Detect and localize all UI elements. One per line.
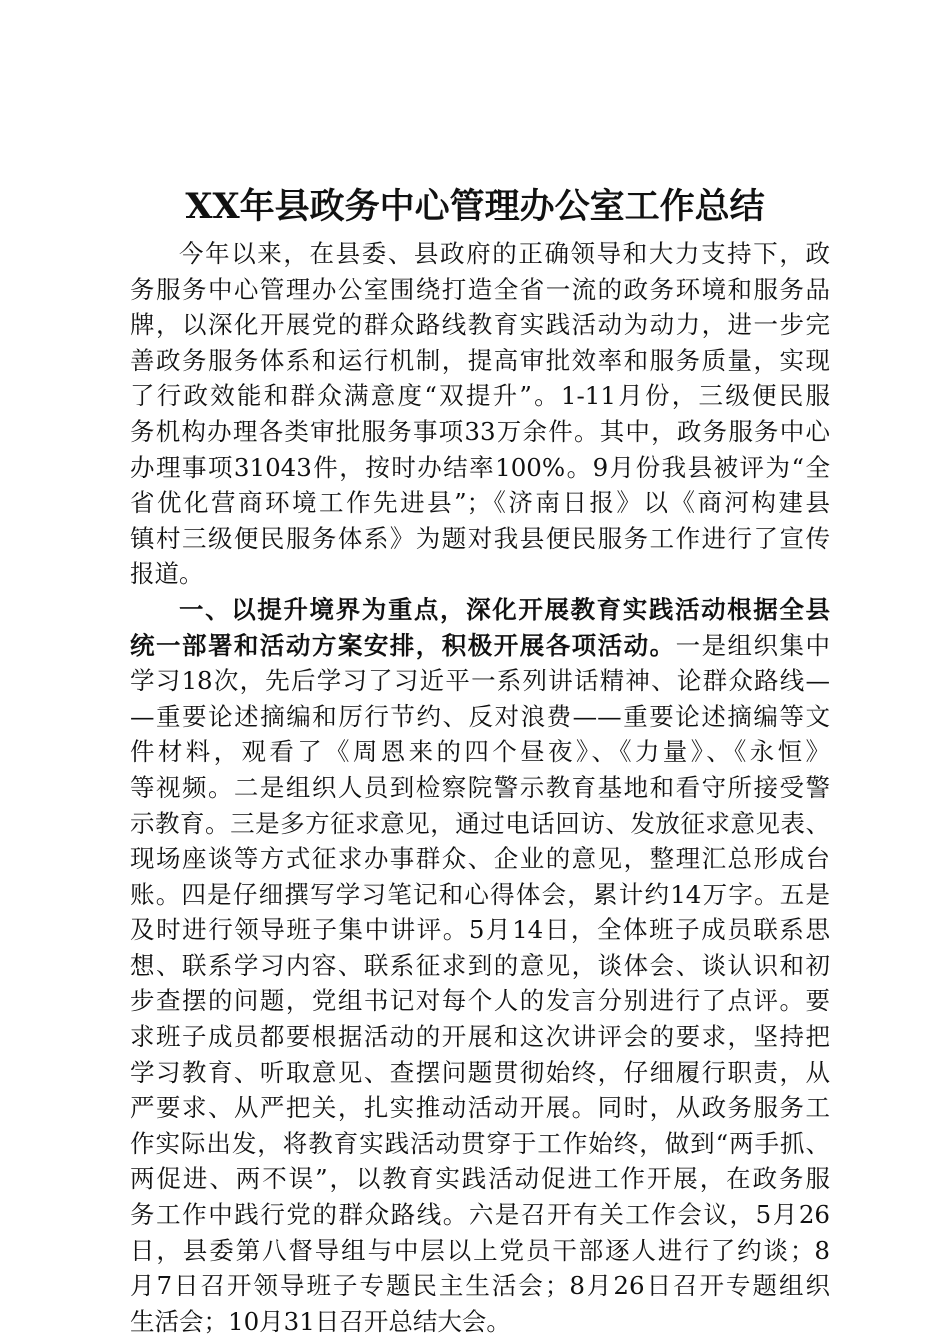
text-line: 了行政效能和群众满意度“双提升”。1-11月份，三级便民服 <box>130 381 830 411</box>
text-line: 作实际出发，将教育实践活动贯穿于工作始终，做到“两手抓、 <box>130 1128 830 1158</box>
text-line: 及时进行领导班子集中讲评。5月14日，全体班子成员联系思 <box>130 915 830 945</box>
document-title: XX年县政务中心管理办公室工作总结 <box>185 186 765 227</box>
text-line: 务服务中心管理办公室围绕打造全省一流的政务环境和服务品 <box>130 274 830 304</box>
text-line: 日，县委第八督导组与中层以上党员干部逐人进行了约谈；8 <box>130 1235 830 1265</box>
section-heading-continued: 统一部署和活动方案安排，积极开展各项活动。 <box>130 630 676 660</box>
text-line: 今年以来，在县委、县政府的正确领导和大力支持下，政 <box>179 239 830 268</box>
section-one <box>130 592 830 1339</box>
text-line: 省优化营商环境工作先进县”；《济南日报》以《商河构建县 <box>130 488 830 518</box>
text-line: 想、联系学习内容、联系征求到的意见，谈体会、谈认识和初 <box>130 950 830 980</box>
text-line: 镇村三级便民服务体系》为题对我县便民服务工作进行了宣传 <box>130 523 830 553</box>
text-line: 求班子成员都要根据活动的开展和这次讲评会的要求，坚持把 <box>130 1022 830 1052</box>
text-line: 务机构办理各类审批服务事项33万余件。其中，政务服务中心 <box>130 416 830 446</box>
paragraph-intro <box>130 236 830 592</box>
text-line <box>130 628 830 664</box>
text-line: 月7日召开领导班子专题民主生活会；8月26日召开专题组织 <box>130 1271 830 1301</box>
document-body <box>130 236 830 1339</box>
section-text-start: 一是组织集中 <box>675 630 830 660</box>
text-line: 等视频。二是组织人员到检察院警示教育基地和看守所接受警 <box>130 772 830 802</box>
text-line: 务工作中践行党的群众路线。六是召开有关工作会议，5月26 <box>130 1200 830 1230</box>
text-line: —重要论述摘编和厉行节约、反对浪费——重要论述摘编等文 <box>130 701 830 731</box>
text-line: 件材料，观看了《周恩来的四个昼夜》、《力量》、《永恒》 <box>130 737 830 767</box>
text-line: 学习18次，先后学习了习近平一系列讲话精神、论群众路线— <box>130 666 830 696</box>
text-line: 步查摆的问题，党组书记对每个人的发言分别进行了点评。要 <box>130 986 830 1016</box>
text-line: 生活会；10月31日召开总结大会。 <box>130 1306 511 1336</box>
text-line: 严要求、从严把关，扎实推动活动开展。同时，从政务服务工 <box>130 1093 830 1123</box>
text-line: 学习教育、听取意见、查摆问题贯彻始终，仔细履行职责，从 <box>130 1057 830 1087</box>
text-line: 示教育。三是多方征求意见，通过电话回访、发放征求意见表、 <box>130 808 830 838</box>
section-heading: 一、以提升境界为重点，深化开展教育实践活动根据全县 <box>179 594 830 624</box>
text-line: 两促进、两不误”，以教育实践活动促进工作开展，在政务服 <box>130 1164 830 1194</box>
text-line: 善政务服务体系和运行机制，提高审批效率和服务质量，实现 <box>130 345 830 375</box>
text-line: 账。四是仔细撰写学习笔记和心得体会，累计约14万字。五是 <box>130 879 830 909</box>
text-line: 办理事项31043件，按时办结率100%。9月份我县被评为“全 <box>130 452 830 482</box>
text-line: 报道。 <box>130 559 204 589</box>
text-line: 现场座谈等方式征求办事群众、企业的意见，整理汇总形成台 <box>130 844 830 874</box>
text-line: 牌，以深化开展党的群众路线教育实践活动为动力，进一步完 <box>130 310 830 340</box>
